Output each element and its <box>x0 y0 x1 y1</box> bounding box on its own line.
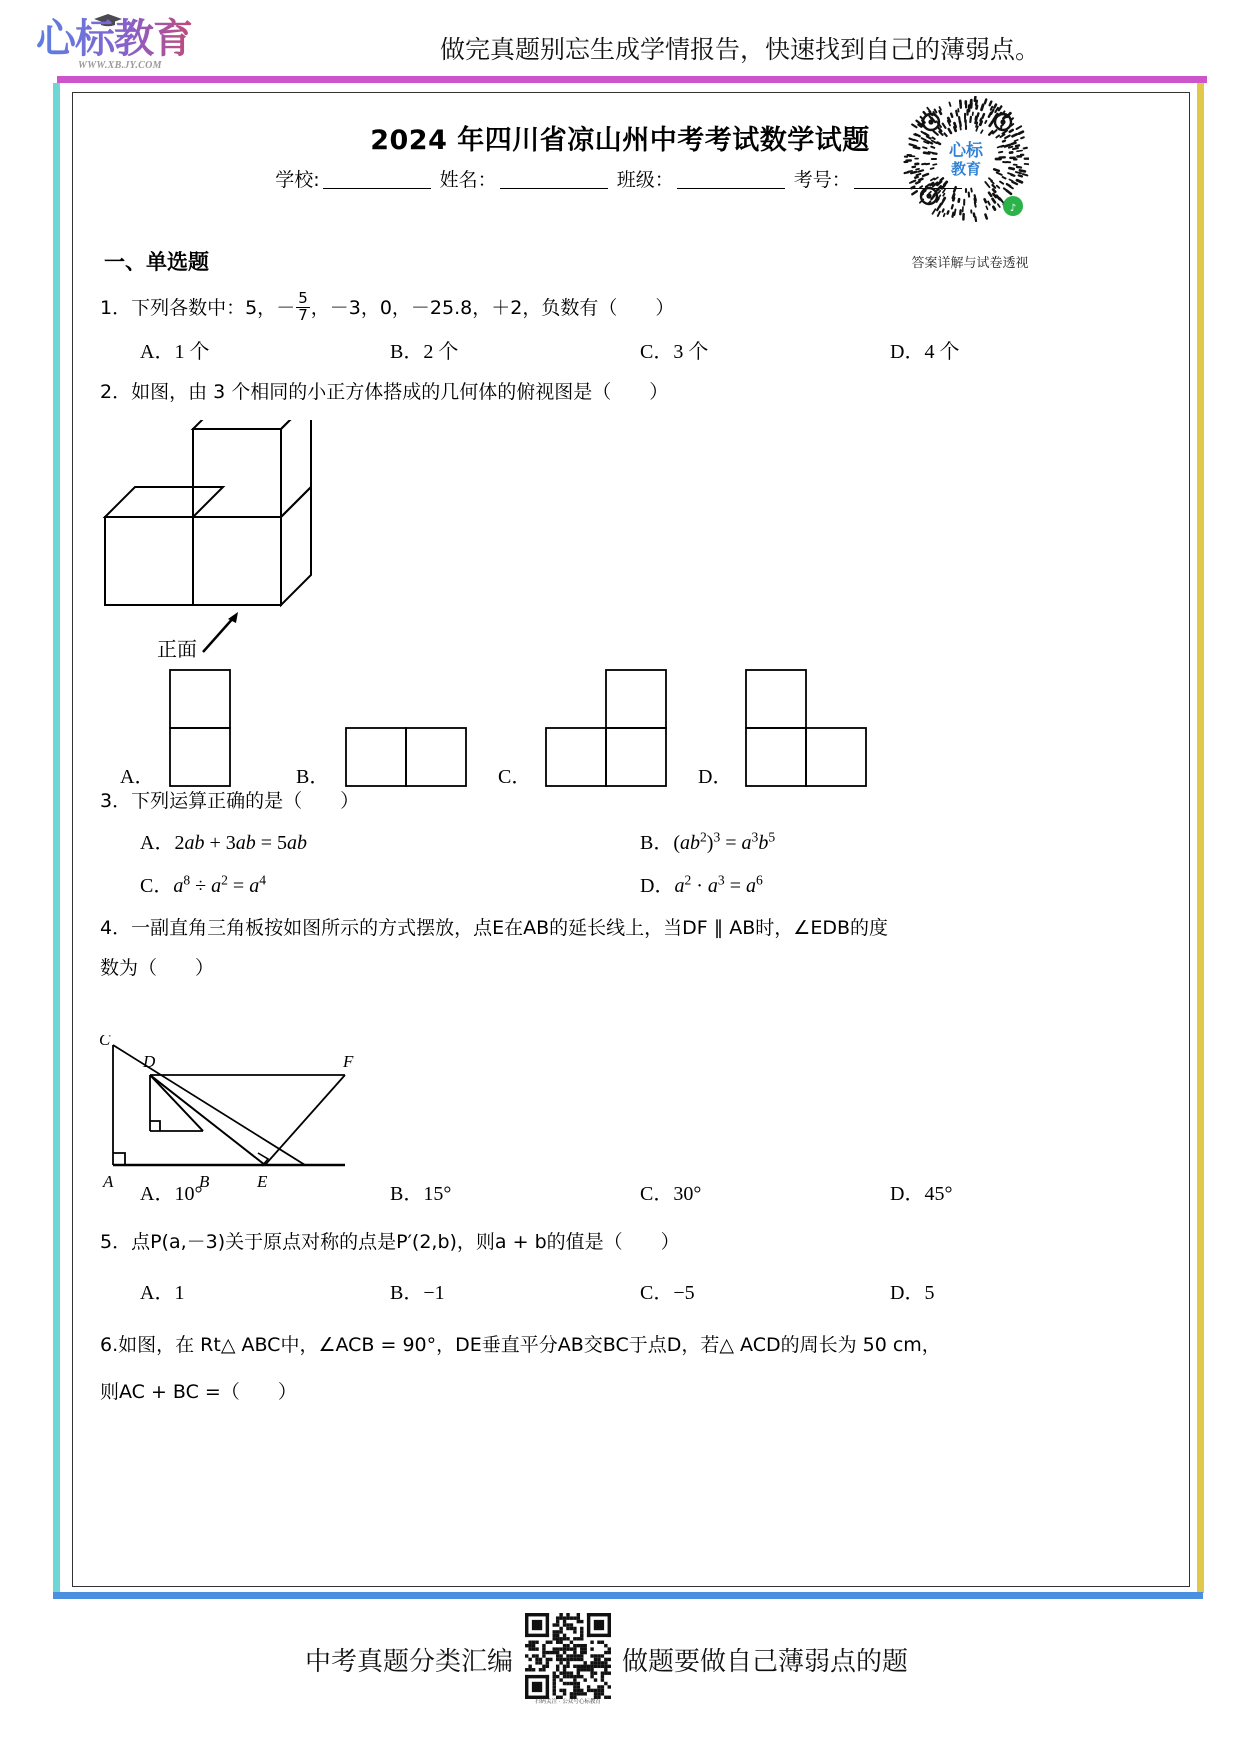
q2-option-b-letter[interactable]: B． <box>296 766 330 788</box>
question-3-options-row1 <box>100 826 1100 855</box>
site-logo <box>36 14 206 76</box>
question-3-number: 3． <box>100 789 132 812</box>
figure-q4-set-squares <box>95 1035 515 1205</box>
exam-no-label: 考号： <box>793 169 851 191</box>
student-info-line <box>0 165 1240 192</box>
logo-text: 心标教育 <box>36 16 192 62</box>
question-6-line2 <box>100 1378 1100 1407</box>
option-3c[interactable]: C．$a^8 \div a^2 = a^4$ <box>140 872 266 898</box>
option-3a[interactable]: A．2ab + 3ab = 5ab <box>140 832 308 855</box>
front-direction-arrow <box>203 612 238 652</box>
q2-shape-c <box>544 668 672 793</box>
figure-cube-solid <box>95 420 415 670</box>
frame-right-bar <box>1197 83 1204 1593</box>
question-4-line2 <box>100 954 1100 983</box>
vertex-label-E: E <box>257 1172 268 1191</box>
option-1d[interactable]: D．4 个 <box>890 340 960 363</box>
option-5a[interactable]: A．1 <box>140 1281 185 1304</box>
question-1-stem-pre: 下列各数中：5， <box>131 296 277 319</box>
figure-q2-option-shapes <box>120 660 1100 805</box>
name-blank[interactable] <box>500 172 608 189</box>
question-6-stem-line1: 如图，在 Rt△ ABC中，∠ACB = 90°，DE垂直平分AB交BC于点D，若△ ACD的周长为 50 cm， <box>118 1333 941 1356</box>
option-1b[interactable]: B．2 个 <box>390 340 459 363</box>
question-2 <box>100 378 1100 407</box>
fraction-denominator: 7 <box>298 305 308 324</box>
question-2-stem: 如图，由 3 个相同的小正方体搭成的几何体的俯视图是（ ） <box>131 380 669 403</box>
question-1: 1．下列各数中：5，－ $\frac{5}{7}$ ，－3，0，－25.8，＋2，负数有（ ） <box>100 289 675 324</box>
option-1a[interactable]: A．1 个 <box>140 340 210 363</box>
page-footer <box>0 1613 1240 1733</box>
question-5 <box>100 1228 1100 1257</box>
option-4a[interactable]: A．10° <box>140 1183 203 1206</box>
question-1-stem-post: ，－3，0，－25.8，＋2，负数有（ ） <box>310 296 675 319</box>
q2-shape-b <box>344 726 472 792</box>
question-4-number: 4． <box>100 917 132 940</box>
qr-code[interactable] <box>903 96 1029 222</box>
option-5b[interactable]: B．−1 <box>390 1281 445 1304</box>
fraction-five-sevenths <box>296 291 310 324</box>
frame-left-bar <box>53 83 60 1593</box>
page-title: 2024 年四川省凉山州中考考试数学试题 <box>370 125 870 156</box>
q2-shape-d <box>744 668 872 793</box>
option-4c[interactable]: C．30° <box>640 1183 702 1206</box>
question-5-options <box>100 1276 1100 1305</box>
option-5c[interactable]: C．−5 <box>640 1281 695 1304</box>
cube-solid-graphic <box>95 420 415 670</box>
qr-code-graphic <box>903 96 1029 222</box>
vertex-label-D: D <box>143 1052 156 1071</box>
footer-right-text: 做题要做自己薄弱点的题 <box>622 1647 909 1677</box>
question-5-number: 5． <box>100 1231 132 1254</box>
q2-option-d-letter[interactable]: D． <box>698 766 733 788</box>
footer-left-text: 中考真题分类汇编 <box>305 1647 514 1677</box>
q2-option-a-letter[interactable]: A． <box>120 766 155 788</box>
footer-qr-code[interactable] <box>525 1613 611 1699</box>
logo-url: WWW.XB.JY.COM <box>78 60 162 71</box>
question-1-options <box>100 335 1100 364</box>
vertex-label-A: A <box>103 1172 114 1191</box>
vertex-label-F: F <box>343 1052 354 1071</box>
name-label: 姓名： <box>439 169 497 191</box>
set-squares-graphic <box>95 1035 515 1205</box>
question-6 <box>100 1331 1100 1360</box>
q2-shape-a <box>168 668 238 793</box>
question-2-number: 2． <box>100 380 132 403</box>
class-blank[interactable] <box>677 172 785 189</box>
class-label: 班级： <box>616 169 674 191</box>
option-4d[interactable]: D．45° <box>890 1183 953 1206</box>
svg-text:♪: ♪ <box>1009 203 1017 214</box>
svg-text:心标: 心标 <box>949 141 983 161</box>
option-3b[interactable]: B．$(ab^2)^3 = a^3b^5$ <box>640 829 776 855</box>
option-4b[interactable]: B．15° <box>390 1183 452 1206</box>
vertex-label-C: C <box>99 1035 111 1049</box>
footer-qr-caption: 扫码关注 · 公众号心标教育 <box>535 1699 601 1705</box>
question-4-stem-line1: 一副直角三角板按如图所示的方式摆放，点E在AB的延长线上，当DF ∥ AB时，∠EDB的度 <box>131 917 889 940</box>
question-6-number: 6. <box>100 1333 119 1356</box>
section-heading: 一、单选题 <box>104 250 209 274</box>
school-label: 学校: <box>275 169 320 191</box>
question-3-stem: 下列运算正确的是（ ） <box>131 789 360 812</box>
option-1c[interactable]: C．3 个 <box>640 340 709 363</box>
qr-caption: 答案详解与试卷透视 <box>911 256 1029 271</box>
option-3d[interactable]: D．$a^2 \cdot a^3 = a^6$ <box>640 872 763 898</box>
vertex-label-B: B <box>199 1172 210 1191</box>
frame-top-bar <box>57 76 1207 83</box>
question-5-stem: 点P(a,－3)关于原点对称的点是P′(2,b)，则a + b的值是（ ） <box>131 1231 680 1254</box>
header-slogan: 做完真题别忘生成学情报告，快速找到自己的薄弱点。 <box>440 35 1041 64</box>
frame-bottom-bar <box>53 1592 1203 1599</box>
question-1-number: 1． <box>100 296 132 319</box>
figure-label-front: 正面 <box>157 637 197 661</box>
option-5d[interactable]: D．5 <box>890 1281 935 1304</box>
q2-option-c-letter[interactable]: C． <box>498 766 532 788</box>
svg-text:教育: 教育 <box>950 160 982 178</box>
fraction-numerator: 5 <box>298 289 308 307</box>
question-4-stem-line2: 数为（ ） <box>100 956 215 979</box>
question-6-stem-line2: 则AC + BC =（ ） <box>100 1381 297 1404</box>
question-3-options-row2 <box>100 869 1100 898</box>
page-header <box>0 0 1240 88</box>
school-blank[interactable] <box>323 172 431 189</box>
question-4 <box>100 914 1100 943</box>
